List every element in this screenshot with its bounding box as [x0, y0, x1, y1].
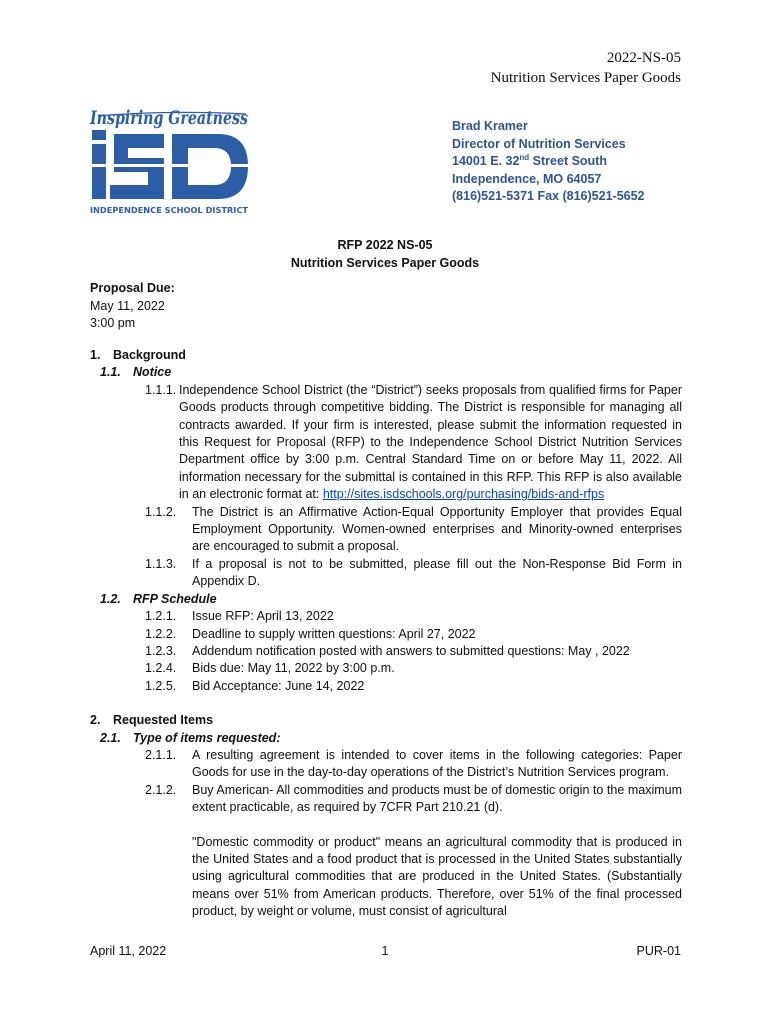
schedule-item: 1.2.3. Addendum notification posted with answers to submitted questions: May , 2022 [145, 643, 630, 658]
address-number: 14001 E. 32 [452, 154, 520, 169]
proposal-due-time: 3:00 pm [90, 316, 136, 331]
schedule-item: 1.2.1. Issue RFP: April 13, 2022 [145, 609, 334, 624]
spacer [90, 695, 682, 712]
footer-code: PUR-01 [636, 944, 681, 958]
subsection-notice-heading: 1.1. Notice [100, 365, 172, 380]
contact-block [452, 118, 645, 206]
bids-rfps-link[interactable]: http://sites.isdschools.org/purchasing/bids-and-rfps [322, 487, 605, 502]
rfp-subtitle: Nutrition Services Paper Goods [290, 256, 480, 270]
spacer [90, 817, 682, 834]
subsection-type-heading: 2.1. Type of items requested: [100, 730, 281, 745]
doc-title: Nutrition Services Paper Goods [490, 70, 681, 86]
contact-address [452, 153, 645, 171]
svg-text:INDEPENDENCE SCHOOL DISTRICT: INDEPENDENCE SCHOOL DISTRICT [90, 206, 249, 215]
section-requested-heading: 2. Requested Items [90, 713, 214, 728]
domestic-definition: "Domestic commodity or product" means an agricultural commodity that is produced in the United States and a food product that is processed in the United States substantially using agricultural commodities that are produced in the United States. (Substantially means over 51% from American products. Therefore, over 51% of the final processed product, by weight or volume, must consist of agricultural [192, 834, 682, 919]
proposal-due-label: Proposal Due: [90, 281, 175, 295]
section-background-heading: 1. Background [90, 348, 186, 362]
address-suffix: nd [519, 153, 530, 163]
subsection-schedule-heading: 1.2. RFP Schedule [100, 591, 217, 606]
notice-item-3: 1.1.3. If a proposal is not to be submitted, please fill out the Non-Response Bid Form in Appendix D. [145, 556, 682, 589]
document-header [491, 48, 681, 88]
footer-date: April 11, 2022 [90, 944, 167, 958]
svg-text:Inspiring Greatness: Inspiring Greatness [89, 107, 249, 129]
schedule-item: 1.2.4. Bids due: May 11, 2022 by 3:00 p.m. [145, 661, 395, 676]
rfp-title: RFP 2022 NS-05 [337, 238, 433, 252]
address-street: Street South [529, 154, 607, 169]
district-logo [88, 100, 252, 216]
type-item-2: 2.1.2. Buy American- All commodities and products must be of domestic origin to the maximum extent practicable, as required by 7CFR Part 210.21 (d). [145, 782, 682, 815]
schedule-item: 1.2.5. Bid Acceptance: June 14, 2022 [145, 678, 365, 693]
document-body [90, 347, 682, 921]
contact-phone: (816)521-5371 Fax (816)521-5652 [452, 189, 645, 204]
contact-title: Director of Nutrition Services [452, 136, 626, 151]
contact-city: Independence, MO 64057 [452, 171, 602, 186]
notice-item-2: 1.1.2. The District is an Affirmative Action-Equal Opportunity Employer that provides Equal Employment Opportunity. Women-owned enterprises and Minority-owned enterprises are encouraged to submit a proposal. [145, 504, 682, 554]
proposal-due [90, 280, 175, 333]
notice-item-1: 1.1.1. Independence School District (the “District”) seeks proposals from qualified firms for Paper Goods products through competitive bidding. The District is responsible for managing all contracts awarded. If your firm is interested, please submit the information requested in this Request for Proposal (RFP) to the Independence School District Nutrition Services Department office by 3:00 p.m. Central Standard Time on or before May 11, 2022. All information necessary for the submittal is contained in this RFP. This RFP is also available in an electronic format at: http://sites.isdschools.org/purchasing/bids-and-rfps [145, 382, 682, 502]
schedule-item: 1.2.2. Deadline to supply written questions: April 27, 2022 [145, 626, 476, 641]
footer-page-number: 1 [381, 944, 389, 958]
contact-name: Brad Kramer [452, 119, 528, 133]
doc-id: 2022-NS-05 [606, 50, 681, 66]
proposal-due-date: May 11, 2022 [90, 298, 165, 313]
type-item-1: 2.1.1. A resulting agreement is intended to cover items in the following categories: Paper Goods for use in the day-to-day operations of the District’s Nutrition Services program. [145, 747, 682, 780]
